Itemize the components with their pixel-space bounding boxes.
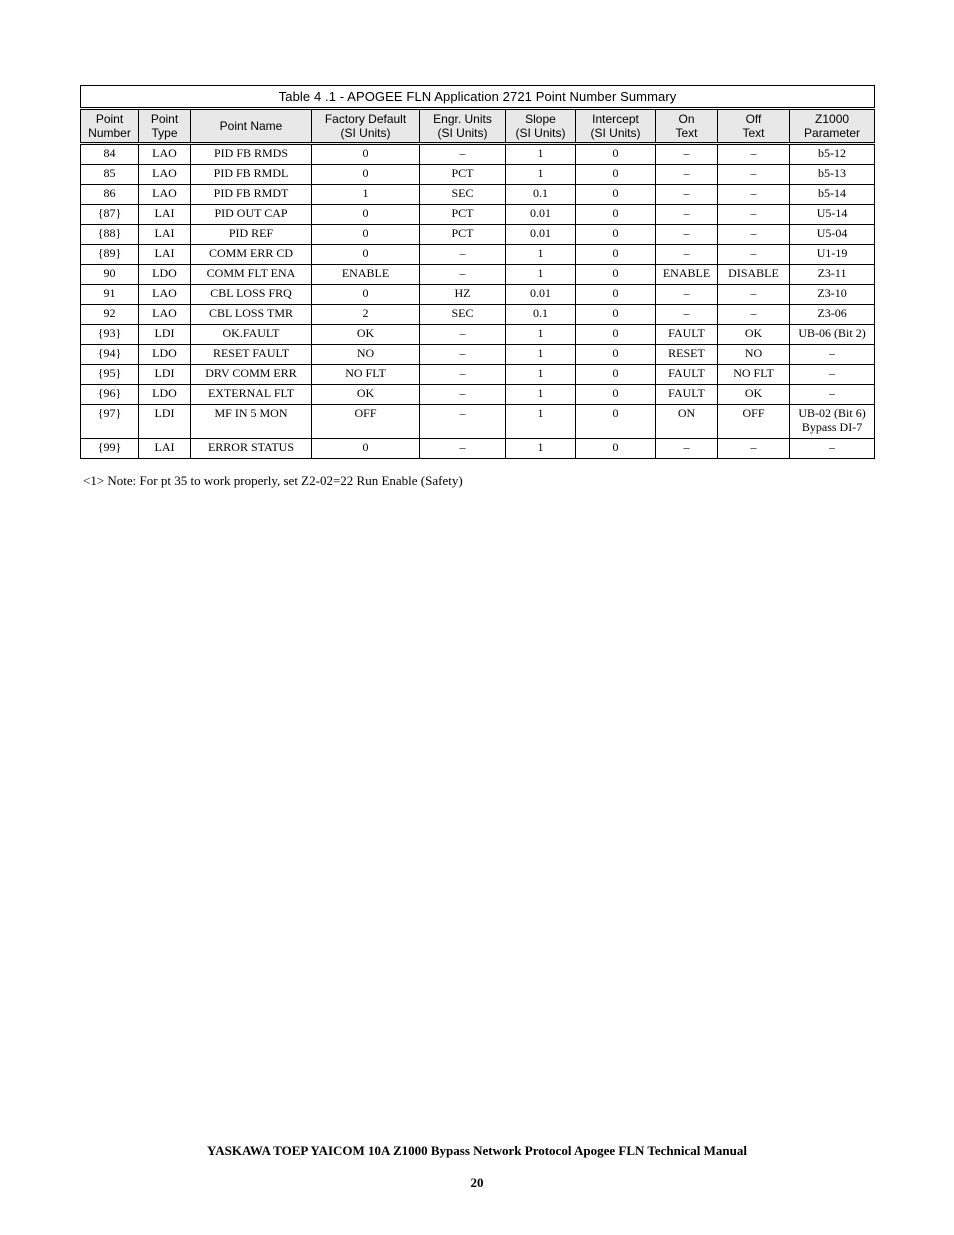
table-cell: {88} <box>81 225 139 245</box>
table-cell: – <box>656 144 718 165</box>
table-cell: DISABLE <box>718 265 790 285</box>
table-cell: – <box>718 225 790 245</box>
table-cell: LDI <box>139 405 191 439</box>
table-row <box>81 365 875 385</box>
table-cell: 1 <box>506 245 576 265</box>
table-row <box>81 185 875 205</box>
table-cell: 0 <box>576 165 656 185</box>
column-header <box>81 109 139 144</box>
table-cell: 0 <box>576 265 656 285</box>
table-cell: 1 <box>312 185 420 205</box>
table-cell: 1 <box>506 385 576 405</box>
table-cell: LDO <box>139 345 191 365</box>
table-cell: LDI <box>139 325 191 345</box>
table-cell: RESET <box>656 345 718 365</box>
table-cell: 0 <box>312 205 420 225</box>
column-header-line1: Point <box>95 112 124 126</box>
table-cell: – <box>656 205 718 225</box>
column-header <box>656 109 718 144</box>
table-cell: RESET FAULT <box>191 345 312 365</box>
table-cell: U1-19 <box>790 245 875 265</box>
table-cell: 0 <box>576 185 656 205</box>
table-cell: 84 <box>81 144 139 165</box>
table-cell: HZ <box>420 285 506 305</box>
table-cell: – <box>420 245 506 265</box>
table-cell: OK <box>718 385 790 405</box>
table-cell: – <box>656 225 718 245</box>
table-cell: 0 <box>576 405 656 439</box>
table-cell: OFF <box>718 405 790 439</box>
table-cell: 0 <box>312 225 420 245</box>
table-row <box>81 385 875 405</box>
table-cell: LAI <box>139 225 191 245</box>
column-header-line2: (SI Units) <box>437 126 488 140</box>
table-cell: FAULT <box>656 325 718 345</box>
table-cell: PID FB RMDT <box>191 185 312 205</box>
table-cell: LAI <box>139 205 191 225</box>
table-cell: Z3-06 <box>790 305 875 325</box>
table-cell: 1 <box>506 165 576 185</box>
column-header <box>506 109 576 144</box>
table-cell: NO <box>312 345 420 365</box>
table-cell: {89} <box>81 245 139 265</box>
table-cell: LDO <box>139 385 191 405</box>
table-cell: – <box>718 144 790 165</box>
column-header-line1: Intercept <box>592 112 639 126</box>
table-row <box>81 325 875 345</box>
table-cell: – <box>718 245 790 265</box>
table-row <box>81 165 875 185</box>
table-cell: – <box>420 439 506 459</box>
column-header-line2: (SI Units) <box>340 126 391 140</box>
column-header-line2: Type <box>151 126 178 140</box>
table-cell: 0.01 <box>506 225 576 245</box>
column-header-line1: Factory Default <box>324 112 407 126</box>
table-cell: – <box>718 185 790 205</box>
table-cell: 0 <box>312 285 420 305</box>
table-cell: b5-12 <box>790 144 875 165</box>
table-cell: – <box>718 305 790 325</box>
table-cell: 2 <box>312 305 420 325</box>
table-cell: ERROR STATUS <box>191 439 312 459</box>
table-row <box>81 245 875 265</box>
table-cell: FAULT <box>656 365 718 385</box>
table-cell: 1 <box>506 439 576 459</box>
table-cell: 91 <box>81 285 139 305</box>
table-cell: NO FLT <box>312 365 420 385</box>
table-cell: 1 <box>506 345 576 365</box>
column-header <box>576 109 656 144</box>
table-cell: {95} <box>81 365 139 385</box>
table-body <box>81 144 875 459</box>
table-cell: – <box>718 285 790 305</box>
point-summary-table <box>80 85 875 459</box>
table-note: <1> Note: For pt 35 to work properly, set Z2-02=22 Run Enable (Safety) <box>83 473 463 488</box>
table-cell: NO FLT <box>718 365 790 385</box>
table-cell: COMM FLT ENA <box>191 265 312 285</box>
table-cell: 0 <box>576 205 656 225</box>
table-cell: Z3-10 <box>790 285 875 305</box>
table-cell: PID REF <box>191 225 312 245</box>
table-cell: 0.1 <box>506 185 576 205</box>
table-cell: LAO <box>139 305 191 325</box>
table-cell: – <box>656 165 718 185</box>
table-cell: 90 <box>81 265 139 285</box>
table-cell: 0.01 <box>506 205 576 225</box>
footer-title: YASKAWA TOEP YAICOM 10A Z1000 Bypass Network Protocol Apogee FLN Technical Manual <box>207 1143 747 1158</box>
table-cell: OK <box>312 325 420 345</box>
table-row <box>81 205 875 225</box>
table-cell: – <box>718 439 790 459</box>
table-cell: ENABLE <box>656 265 718 285</box>
table-cell: b5-14 <box>790 185 875 205</box>
table-cell: LAO <box>139 285 191 305</box>
table-cell: – <box>718 165 790 185</box>
table-cell: 0 <box>576 225 656 245</box>
column-header-line2: Text <box>675 126 698 140</box>
column-header-line2: (SI Units) <box>590 126 641 140</box>
column-header <box>139 109 191 144</box>
table-cell: 0 <box>576 285 656 305</box>
column-header <box>420 109 506 144</box>
table-cell: {87} <box>81 205 139 225</box>
table-cell: OK <box>312 385 420 405</box>
table-cell: 1 <box>506 144 576 165</box>
table-cell: {94} <box>81 345 139 365</box>
column-header <box>790 109 875 144</box>
table-cell: – <box>656 305 718 325</box>
table-cell: – <box>656 245 718 265</box>
table-cell: Z3-11 <box>790 265 875 285</box>
table-cell: – <box>420 365 506 385</box>
table-cell: – <box>420 265 506 285</box>
table-cell: PID OUT CAP <box>191 205 312 225</box>
table-row <box>81 285 875 305</box>
table-row <box>81 345 875 365</box>
column-header-line2: Number <box>88 126 131 140</box>
table-cell: PID FB RMDS <box>191 144 312 165</box>
table-cell: 0 <box>312 165 420 185</box>
table-cell: SEC <box>420 305 506 325</box>
table-cell: LAI <box>139 439 191 459</box>
table-cell: {99} <box>81 439 139 459</box>
table-cell: U5-04 <box>790 225 875 245</box>
table-cell: LAO <box>139 165 191 185</box>
page-number: 20 <box>470 1175 484 1190</box>
table-cell: – <box>790 365 875 385</box>
table-cell: CBL LOSS TMR <box>191 305 312 325</box>
column-header-line1: Off <box>745 112 762 126</box>
table-cell: NO <box>718 345 790 365</box>
table-cell: – <box>420 325 506 345</box>
table-cell: OFF <box>312 405 420 439</box>
table-cell: 1 <box>506 325 576 345</box>
table-caption: Table 4 .1 - APOGEE FLN Application 2721 Point Number Summary <box>81 86 875 109</box>
table-cell: LDI <box>139 365 191 385</box>
table-row <box>81 225 875 245</box>
table-row <box>81 405 875 439</box>
table-row <box>81 439 875 459</box>
table-cell: LAO <box>139 144 191 165</box>
table-row <box>81 265 875 285</box>
table-cell: – <box>790 385 875 405</box>
table-cell: b5-13 <box>790 165 875 185</box>
table-cell: SEC <box>420 185 506 205</box>
column-header-line1: On <box>678 112 695 126</box>
table-cell: MF IN 5 MON <box>191 405 312 439</box>
table-cell: – <box>656 285 718 305</box>
table-cell: 0 <box>576 439 656 459</box>
table-cell: OK <box>718 325 790 345</box>
table-cell: OK.FAULT <box>191 325 312 345</box>
table-cell: LDO <box>139 265 191 285</box>
table-cell: {93} <box>81 325 139 345</box>
column-header <box>718 109 790 144</box>
table-cell: 0.1 <box>506 305 576 325</box>
table-cell: 0 <box>576 365 656 385</box>
column-header-line2: Text <box>742 126 765 140</box>
table-row <box>81 305 875 325</box>
table-cell: – <box>718 205 790 225</box>
table-header-row <box>81 109 875 144</box>
table-cell: PID FB RMDL <box>191 165 312 185</box>
table-cell: – <box>656 439 718 459</box>
table-cell: PCT <box>420 165 506 185</box>
column-header <box>191 109 312 144</box>
table-cell: 0 <box>312 439 420 459</box>
table-cell: CBL LOSS FRQ <box>191 285 312 305</box>
table-cell: 0 <box>312 245 420 265</box>
table-cell: – <box>790 439 875 459</box>
table-cell: LAI <box>139 245 191 265</box>
table-cell: – <box>656 185 718 205</box>
table-cell: 1 <box>506 265 576 285</box>
table-cell: 0 <box>576 385 656 405</box>
table-cell: 0 <box>576 325 656 345</box>
table-cell: UB-06 (Bit 2) <box>790 325 875 345</box>
table-cell: 0 <box>312 144 420 165</box>
column-header <box>312 109 420 144</box>
table-cell: – <box>420 385 506 405</box>
table-row <box>81 144 875 165</box>
table-cell: 85 <box>81 165 139 185</box>
table-cell: – <box>420 405 506 439</box>
table-cell: PCT <box>420 225 506 245</box>
table-cell: 0 <box>576 144 656 165</box>
column-header-line1: Point Name <box>219 119 283 133</box>
table-cell: {97} <box>81 405 139 439</box>
table-cell: PCT <box>420 205 506 225</box>
table-cell: U5-14 <box>790 205 875 225</box>
column-header-line1: Point <box>150 112 179 126</box>
column-header-line2: Parameter <box>804 126 861 140</box>
table-cell: FAULT <box>656 385 718 405</box>
table-cell: 0 <box>576 245 656 265</box>
table-cell: {96} <box>81 385 139 405</box>
table-cell: DRV COMM ERR <box>191 365 312 385</box>
column-header-line2: (SI Units) <box>515 126 566 140</box>
table-cell: COMM ERR CD <box>191 245 312 265</box>
table-cell: 86 <box>81 185 139 205</box>
table-cell: UB-02 (Bit 6) Bypass DI-7 <box>790 405 875 439</box>
table-cell: 0.01 <box>506 285 576 305</box>
table-cell: – <box>790 345 875 365</box>
table-cell: 0 <box>576 345 656 365</box>
column-header-line1: Z1000 <box>815 112 850 126</box>
table-cell: 1 <box>506 365 576 385</box>
table-cell: – <box>420 144 506 165</box>
column-header-line1: Engr. Units <box>433 112 492 126</box>
table-cell: – <box>420 345 506 365</box>
table-cell: 92 <box>81 305 139 325</box>
table-cell: ENABLE <box>312 265 420 285</box>
column-header-line1: Slope <box>525 112 556 126</box>
table-cell: 1 <box>506 405 576 439</box>
table-cell: ON <box>656 405 718 439</box>
table-cell: EXTERNAL FLT <box>191 385 312 405</box>
table-cell: 0 <box>576 305 656 325</box>
table-cell: LAO <box>139 185 191 205</box>
